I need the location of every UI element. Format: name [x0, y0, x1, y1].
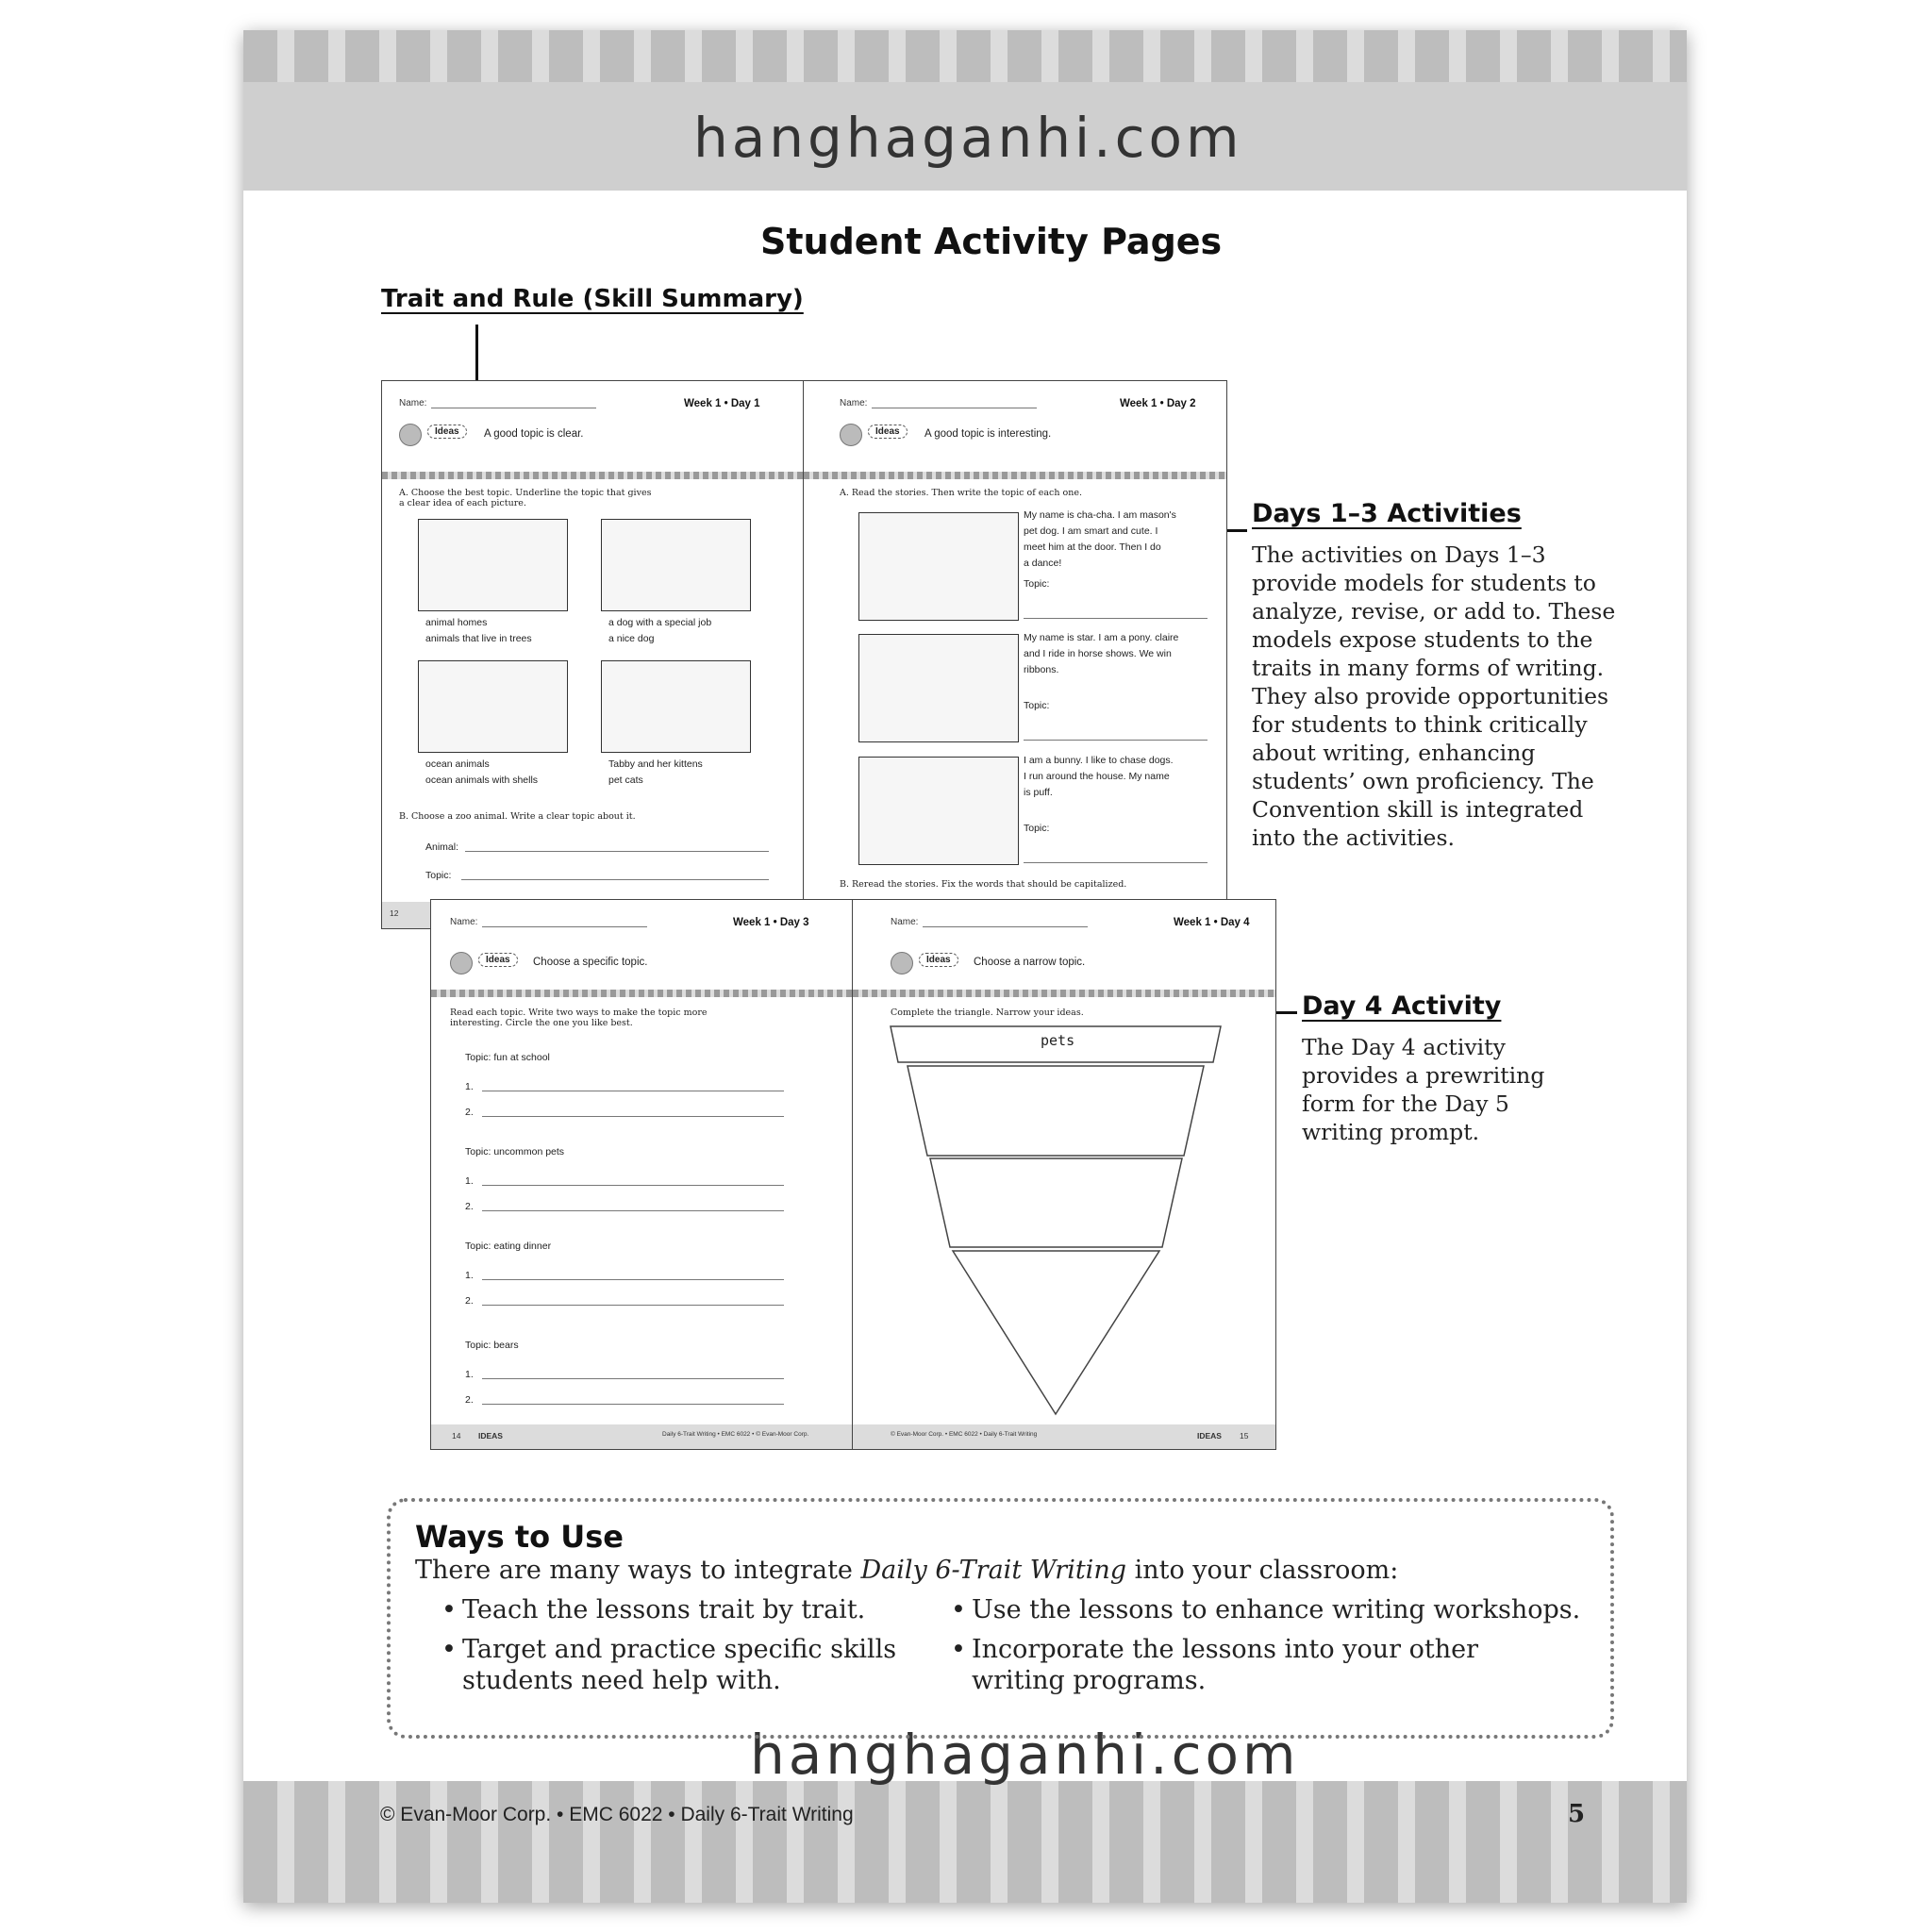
day1-rule: A good topic is clear.: [484, 428, 584, 440]
triangle-top-word: pets: [1041, 1032, 1075, 1049]
day1-week-label: Week 1 • Day 1: [684, 398, 760, 409]
page-title: Student Activity Pages: [760, 221, 1223, 262]
ways-item: Teach the lessons trait by trait.: [462, 1595, 866, 1624]
footer-band: [243, 1781, 1687, 1903]
page-number: 5: [1568, 1800, 1586, 1828]
trait-pill: Ideas: [427, 425, 467, 439]
ways-heading: Ways to Use: [415, 1519, 624, 1555]
worksheet-day3: Name: Week 1 • Day 3 Ideas Choose a specific topic. Read each topic. Write two ways to make the topic more interesting. Circle the one you like best. Topic: fun at school 1. 2. Topic: uncommon pets 1. 2. Topic: eating dinner 1. 2. Topic: bears 1. 2. 14 IDEAS Daily 6-Trait Writing • EMC 6022 • © Evan-Moor Corp.: [430, 899, 855, 1450]
picture-puff-bunny: [858, 757, 1019, 865]
day4-week-label: Week 1 • Day 4: [1174, 917, 1250, 928]
day4-rule: Choose a narrow topic.: [974, 957, 1086, 968]
day4-heading: Day 4 Activity: [1302, 991, 1502, 1021]
picture-star-pony: [858, 634, 1019, 742]
picture-cha-cha-dog: [858, 512, 1019, 621]
picture-animal-homes: [418, 519, 568, 611]
picture-cat-kittens: [601, 660, 751, 753]
day2-rule: A good topic is interesting.: [924, 428, 1052, 440]
day3-rule: Choose a specific topic.: [533, 957, 648, 968]
picture-ocean-animals: [418, 660, 568, 753]
ideas-badge-icon: [399, 424, 422, 446]
worksheet-day2: Name: Week 1 • Day 2 Ideas A good topic is interesting. A. Read the stories. Then write the topic of each one. My name is cha-cha. I am mason's pet dog. I am smart and cute. I meet him at the door. Then I do a dance! Topic: My name is star. I am a pony. claire and I ride in horse shows. We win ribbons. Topic: I am a bunny. I like to chase dogs. I run around the house. My name is puff. Topic: B. Reread the stories. Fix the words that should be capitalized.: [803, 380, 1227, 901]
trait-rule-heading: Trait and Rule (Skill Summary): [381, 285, 804, 313]
narrowing-triangle: [853, 900, 1275, 1449]
ways-item: Use the lessons to enhance writing workshops.: [972, 1595, 1581, 1624]
watermark-top: hanghaganhi.com: [693, 106, 1243, 170]
day2-week-label: Week 1 • Day 2: [1120, 398, 1196, 409]
ways-item: Target and practice specific skills students need help with.: [462, 1635, 897, 1695]
day4-text: The Day 4 activity provides a prewriting form for the Day 5 writing prompt.: [1302, 1034, 1545, 1145]
ways-intro: There are many ways to integrate Daily 6-Trait Writing into your classroom:: [415, 1556, 1399, 1585]
days13-heading: Days 1–3 Activities: [1252, 499, 1522, 528]
worksheet-day1: Name: Week 1 • Day 1 Ideas A good topic is clear. A. Choose the best topic. Underline the topic that gives a clear idea of each picture. animal homes animals that live in trees a dog with a special job a nice dog ocean animals ocean animals with shells Tabby and her kittens pet cats B. Choose a zoo animal. Write a clear topic about it. Animal: Topic: 12: [381, 380, 806, 929]
watermark-bottom: hanghaganhi.com: [750, 1723, 1300, 1787]
worksheet-day4: Name: Week 1 • Day 4 Ideas Choose a narrow topic. Complete the triangle. Narrow your ideas. pets © Evan-Moor Corp. • EMC 6022 • Daily 6-Trait Writing IDEAS 15: [852, 899, 1276, 1450]
picture-dog-walk: [601, 519, 751, 611]
day3-week-label: Week 1 • Day 3: [733, 917, 809, 928]
ideas-badge-icon: [450, 952, 473, 974]
ways-item: Incorporate the lessons into your other writing programs.: [972, 1635, 1478, 1695]
footer-credit: © Evan-Moor Corp. • EMC 6022 • Daily 6-Trait Writing: [380, 1804, 854, 1825]
ideas-badge-icon: [840, 424, 862, 446]
days13-text: The activities on Days 1–3 provide models for students to analyze, revise, or add to. These models expose students to the traits in many forms of writing. They also provide opportunities for students to think critically about writing, enhancing students’ own proficiency. The Convention skill is integrated into the activities.: [1252, 541, 1616, 851]
